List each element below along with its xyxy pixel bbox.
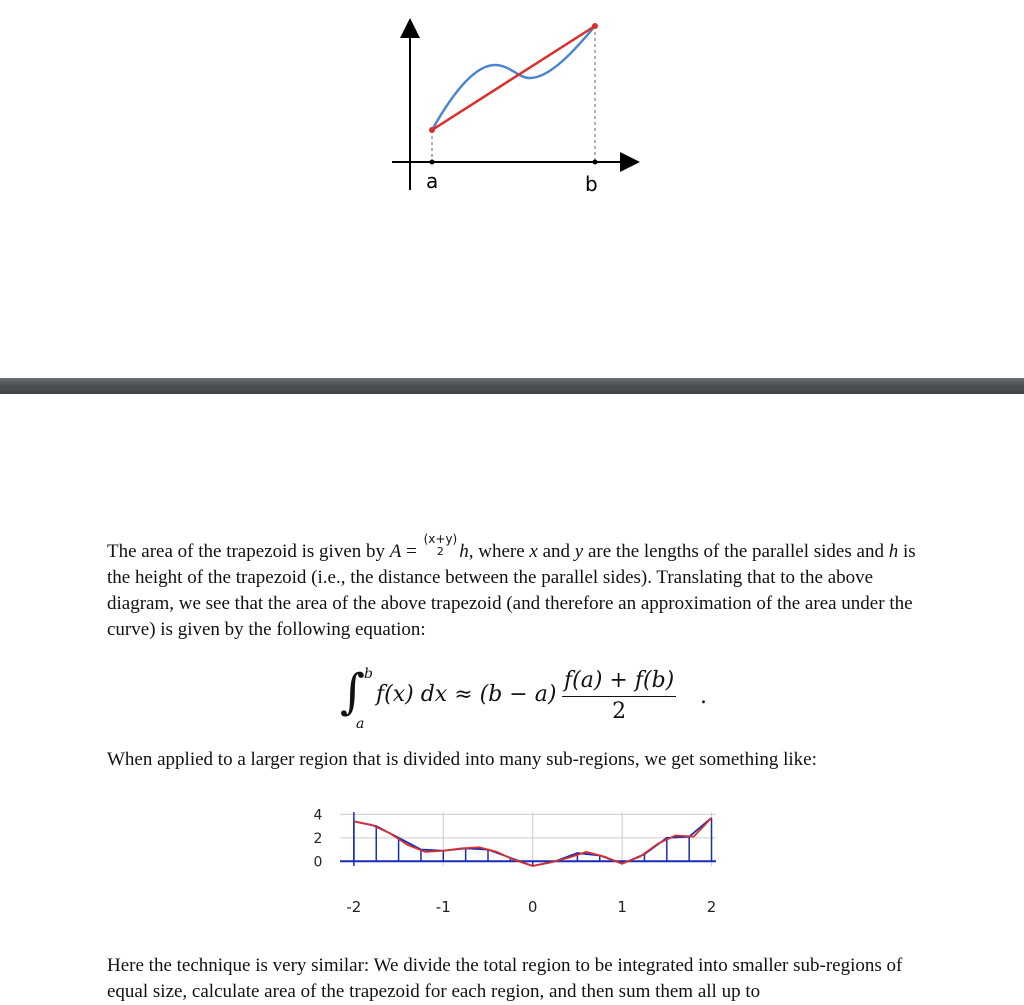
label-a: a xyxy=(426,169,439,193)
fraction-numerator: (x+y) xyxy=(423,532,458,547)
tick-a xyxy=(430,160,435,165)
var-y: y xyxy=(574,541,584,562)
paragraph-trapezoid-area xyxy=(107,532,937,643)
x-tick-label: 0 xyxy=(527,898,538,916)
label-b: b xyxy=(585,172,598,196)
var-A: A xyxy=(389,541,402,562)
lower-limit: a xyxy=(356,716,365,732)
x-tick-label: -2 xyxy=(346,898,362,916)
x-tick-label: -1 xyxy=(435,898,451,916)
y-tick-label: 4 xyxy=(313,807,323,824)
var-x: x xyxy=(529,541,538,562)
upper-limit: b xyxy=(364,666,373,682)
composite-trapezoid-chart xyxy=(300,800,730,925)
equation-numerator: f(a) + f(b) xyxy=(562,666,676,697)
trapezoid-diagram xyxy=(380,10,650,200)
section-divider xyxy=(0,378,1024,394)
point-fa xyxy=(429,127,435,133)
point-fb xyxy=(592,23,598,29)
tick-b xyxy=(593,160,598,165)
x-tick-label: 2 xyxy=(706,898,717,916)
y-tick-label: 2 xyxy=(313,830,323,847)
p1-text-4: is the height of the trapezoid (i.e., the distance between the parallel sides). Translating that to the above diagram, we see that the area of the above trapezoid (and therefore an approximation of the area under the curve) is given by the following equation: xyxy=(107,541,916,641)
paragraph-technique: Here the technique is very similar: We divide the total region to be integrated into smaller sub-regions of equal size, calculate area of the trapezoid for each region, and then sum them all up to xyxy=(107,955,903,1002)
p1-and: and xyxy=(537,541,575,562)
p1-text-2: , where xyxy=(468,541,530,562)
integral-sign: ∫ xyxy=(340,664,366,720)
chart-grid xyxy=(340,812,716,866)
p1-text-3: are the lengths of the parallel sides and xyxy=(583,541,889,562)
var-h: h xyxy=(459,541,469,562)
equation-period: . xyxy=(700,684,707,709)
var-h-2: h xyxy=(888,541,899,562)
inline-fraction xyxy=(424,533,458,558)
fraction-denominator: 2 xyxy=(436,545,444,559)
trapezoid-rule-equation xyxy=(340,664,740,736)
secant-line xyxy=(432,26,595,130)
p1-text-1: The area of the trapezoid is given by xyxy=(107,541,390,562)
y-tick-label: 0 xyxy=(313,854,323,871)
equation-fraction xyxy=(562,666,676,727)
paragraph-larger-region: When applied to a larger region that is divided into many sub-regions, we get something like: xyxy=(107,749,817,770)
x-tick-label: 1 xyxy=(617,898,627,916)
trapezoid-series xyxy=(340,812,716,866)
integrand: f(x) dx ≈ (b − a) xyxy=(376,682,557,707)
equals-sign: = xyxy=(401,541,422,562)
equation-denominator: 2 xyxy=(612,699,627,724)
